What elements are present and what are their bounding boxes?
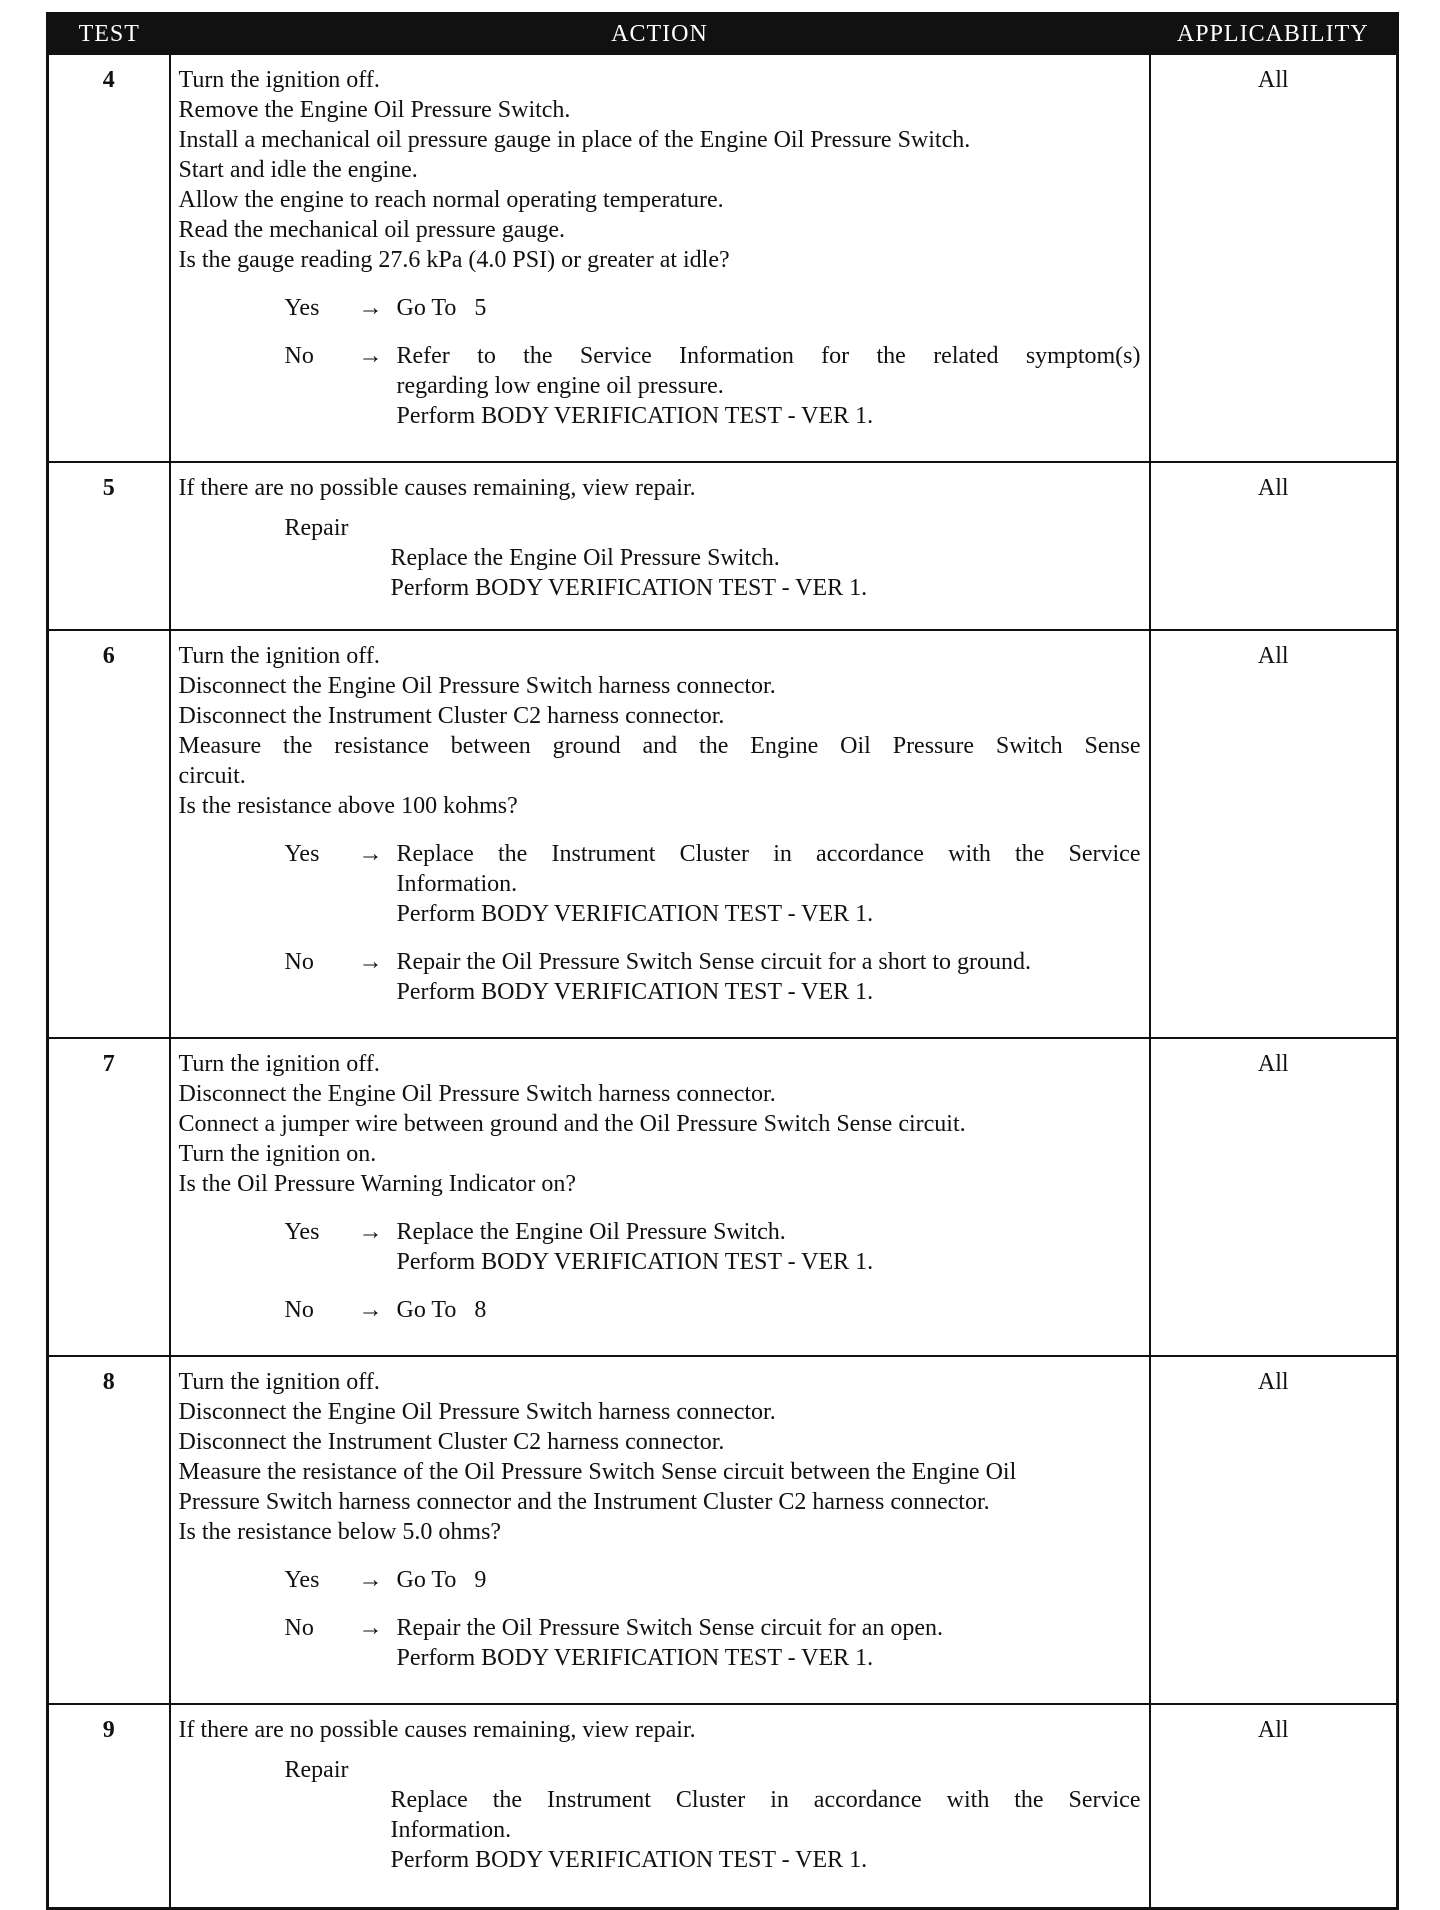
step-text: If there are no possible causes remaining, view repair. [178, 1717, 696, 1743]
right-arrow-icon: → [358, 1219, 383, 1245]
right-arrow-icon: → [358, 1567, 383, 1593]
question-text: Is the resistance above 100 kohms? [178, 793, 518, 819]
no-label: No [284, 1297, 314, 1323]
right-arrow-icon: → [358, 1615, 383, 1641]
yes-result [397, 1217, 1141, 1277]
yes-result-text: Go To 5 [396, 295, 487, 321]
table-row [48, 1038, 1398, 1356]
repair-text: Perform BODY VERIFICATION TEST - VER 1. [390, 575, 868, 601]
step-text: Allow the engine to reach normal operating temperature. [178, 187, 724, 213]
repair-label: Repair [284, 515, 349, 541]
step-text: Turn the ignition on. [178, 1141, 377, 1167]
step-text: Disconnect the Engine Oil Pressure Switch harness connector. [178, 1399, 776, 1425]
repair-text: Replace the Engine Oil Pressure Switch. [390, 545, 780, 571]
action-cell [170, 1704, 1150, 1909]
yes-result [397, 839, 1141, 929]
table-row [48, 462, 1398, 630]
no-result-text: Repair the Oil Pressure Switch Sense circuit for an open. [396, 1615, 944, 1641]
no-choice [179, 1613, 1141, 1673]
no-choice [179, 947, 1141, 1007]
no-label: No [284, 1615, 314, 1641]
no-result [397, 1613, 1141, 1673]
yes-result-text: Perform BODY VERIFICATION TEST - VER 1. [396, 901, 874, 927]
question-text: Is the Oil Pressure Warning Indicator on? [178, 1171, 577, 1197]
no-choice [179, 1295, 1141, 1325]
step-text: Connect a jumper wire between ground and the Oil Pressure Switch Sense circuit. [178, 1111, 966, 1137]
applicability-value: All [1150, 462, 1398, 630]
no-result-text: regarding low engine oil pressure. [396, 373, 724, 399]
right-arrow-icon: → [358, 295, 383, 321]
choices [179, 293, 1141, 431]
header-action: ACTION [170, 14, 1150, 55]
repair-text: Information. [390, 1817, 512, 1843]
choices [179, 1217, 1141, 1325]
diagnostic-test-table [46, 12, 1399, 1910]
step-text: Disconnect the Instrument Cluster C2 harness connector. [178, 1429, 725, 1455]
yes-label: Yes [284, 295, 320, 321]
applicability-value: All [1150, 630, 1398, 1038]
no-result-text: Perform BODY VERIFICATION TEST - VER 1. [396, 979, 874, 1005]
right-arrow-icon: → [358, 343, 383, 369]
yes-result-text: Go To 9 [396, 1567, 487, 1593]
yes-result-text: Information. [396, 871, 518, 897]
yes-choice [179, 1565, 1141, 1595]
test-number: 7 [48, 1038, 170, 1356]
no-result-text: Go To 8 [396, 1297, 487, 1323]
table-row [48, 630, 1398, 1038]
table-row [48, 1704, 1398, 1909]
action-cell [170, 1038, 1150, 1356]
yes-label: Yes [284, 1219, 320, 1245]
question-text: Is the gauge reading 27.6 kPa (4.0 PSI) or greater at idle? [178, 247, 730, 273]
step-text: Turn the ignition off. [178, 1369, 380, 1395]
yes-label: Yes [284, 1567, 320, 1593]
action-cell [170, 462, 1150, 630]
applicability-value: All [1150, 1704, 1398, 1909]
step-text: Read the mechanical oil pressure gauge. [178, 217, 566, 243]
table-row [48, 1356, 1398, 1704]
no-choice [179, 341, 1141, 431]
step-text: Disconnect the Engine Oil Pressure Switch harness connector. [178, 1081, 776, 1107]
repair-text: Perform BODY VERIFICATION TEST - VER 1. [390, 1847, 868, 1873]
no-label: No [284, 343, 314, 369]
step-text: Remove the Engine Oil Pressure Switch. [178, 97, 571, 123]
action-cell [170, 1356, 1150, 1704]
yes-choice [179, 839, 1141, 929]
step-text: Turn the ignition off. [178, 1051, 380, 1077]
step-text: Pressure Switch harness connector and the Instrument Cluster C2 harness connector. [178, 1489, 990, 1515]
no-result [397, 1295, 1141, 1325]
question-text: Is the resistance below 5.0 ohms? [178, 1519, 502, 1545]
step-text: Measure the resistance between ground and the Engine Oil Pressure Switch Sense [178, 733, 1141, 759]
repair-text: Replace the Instrument Cluster in accordance with the Service [390, 1787, 1141, 1813]
no-result [397, 341, 1141, 431]
yes-label: Yes [284, 841, 320, 867]
applicability-value: All [1150, 1038, 1398, 1356]
no-result-text: Perform BODY VERIFICATION TEST - VER 1. [396, 1645, 874, 1671]
yes-result [397, 1565, 1141, 1595]
table-row [48, 54, 1398, 462]
right-arrow-icon: → [358, 949, 383, 975]
yes-result [397, 293, 1141, 323]
step-text: Start and idle the engine. [178, 157, 418, 183]
test-number: 5 [48, 462, 170, 630]
no-result-text: Perform BODY VERIFICATION TEST - VER 1. [396, 403, 874, 429]
action-cell [170, 54, 1150, 462]
yes-choice [179, 1217, 1141, 1277]
step-text: Disconnect the Instrument Cluster C2 harness connector. [178, 703, 725, 729]
step-text: Measure the resistance of the Oil Pressure Switch Sense circuit between the Engine Oil [178, 1459, 1017, 1485]
right-arrow-icon: → [358, 1297, 383, 1323]
choices [179, 1565, 1141, 1673]
step-text: Disconnect the Engine Oil Pressure Switch harness connector. [178, 673, 776, 699]
header-applicability: APPLICABILITY [1150, 14, 1398, 55]
step-text: Install a mechanical oil pressure gauge in place of the Engine Oil Pressure Switch. [178, 127, 971, 153]
choices [179, 839, 1141, 1007]
yes-result-text: Replace the Engine Oil Pressure Switch. [396, 1219, 786, 1245]
applicability-value: All [1150, 54, 1398, 462]
table-header-row [48, 14, 1398, 55]
step-text: Turn the ignition off. [178, 643, 380, 669]
repair-label: Repair [284, 1757, 349, 1783]
test-number: 4 [48, 54, 170, 462]
header-test: TEST [48, 14, 170, 55]
yes-choice [179, 293, 1141, 323]
test-number: 6 [48, 630, 170, 1038]
no-result-text: Refer to the Service Information for the related symptom(s) [396, 343, 1141, 369]
no-result-text: Repair the Oil Pressure Switch Sense circuit for a short to ground. [396, 949, 1032, 975]
step-text: circuit. [178, 763, 246, 789]
action-cell [170, 630, 1150, 1038]
step-text: Turn the ignition off. [178, 67, 380, 93]
right-arrow-icon: → [358, 841, 383, 867]
yes-result-text: Replace the Instrument Cluster in accordance with the Service [396, 841, 1141, 867]
test-number: 8 [48, 1356, 170, 1704]
step-text: If there are no possible causes remaining, view repair. [178, 475, 696, 501]
no-label: No [284, 949, 314, 975]
test-number: 9 [48, 1704, 170, 1909]
applicability-value: All [1150, 1356, 1398, 1704]
no-result [397, 947, 1141, 1007]
yes-result-text: Perform BODY VERIFICATION TEST - VER 1. [396, 1249, 874, 1275]
